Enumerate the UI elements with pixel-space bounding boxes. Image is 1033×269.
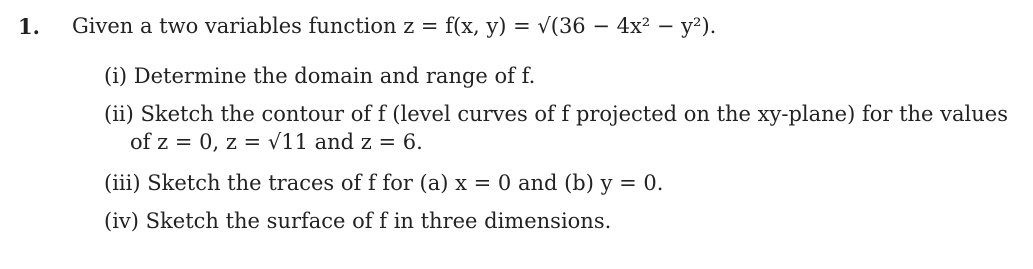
- part-iv: [104, 208, 611, 234]
- part-iii-label: (iii): [104, 171, 141, 195]
- part-i: [104, 63, 535, 89]
- part-iii-text: Sketch the traces of f for (a) x = 0 and (b) y = 0.: [147, 171, 664, 195]
- part-iv-label: (iv): [104, 209, 139, 233]
- question-intro: [72, 13, 716, 39]
- question-number: 1.: [18, 14, 40, 39]
- part-ii-label: (ii): [104, 102, 134, 126]
- part-ii: [104, 101, 1008, 127]
- part-i-text: Determine the domain and range of f.: [133, 64, 536, 88]
- part-iii: [104, 170, 663, 196]
- part-ii-continuation: of z = 0, z = √11 and z = 6.: [130, 130, 423, 154]
- cut-off-next-line: [0, 258, 1033, 269]
- part-iv-text: Sketch the surface of f in three dimensions.: [145, 209, 612, 233]
- part-ii-text: Sketch the contour of f (level curves of f projected on the xy-plane) for the values: [140, 102, 1008, 126]
- intro-text: Given a two variables function z = f(x, y) = √(36 − 4x² − y²).: [72, 14, 717, 38]
- part-i-label: (i): [104, 64, 128, 88]
